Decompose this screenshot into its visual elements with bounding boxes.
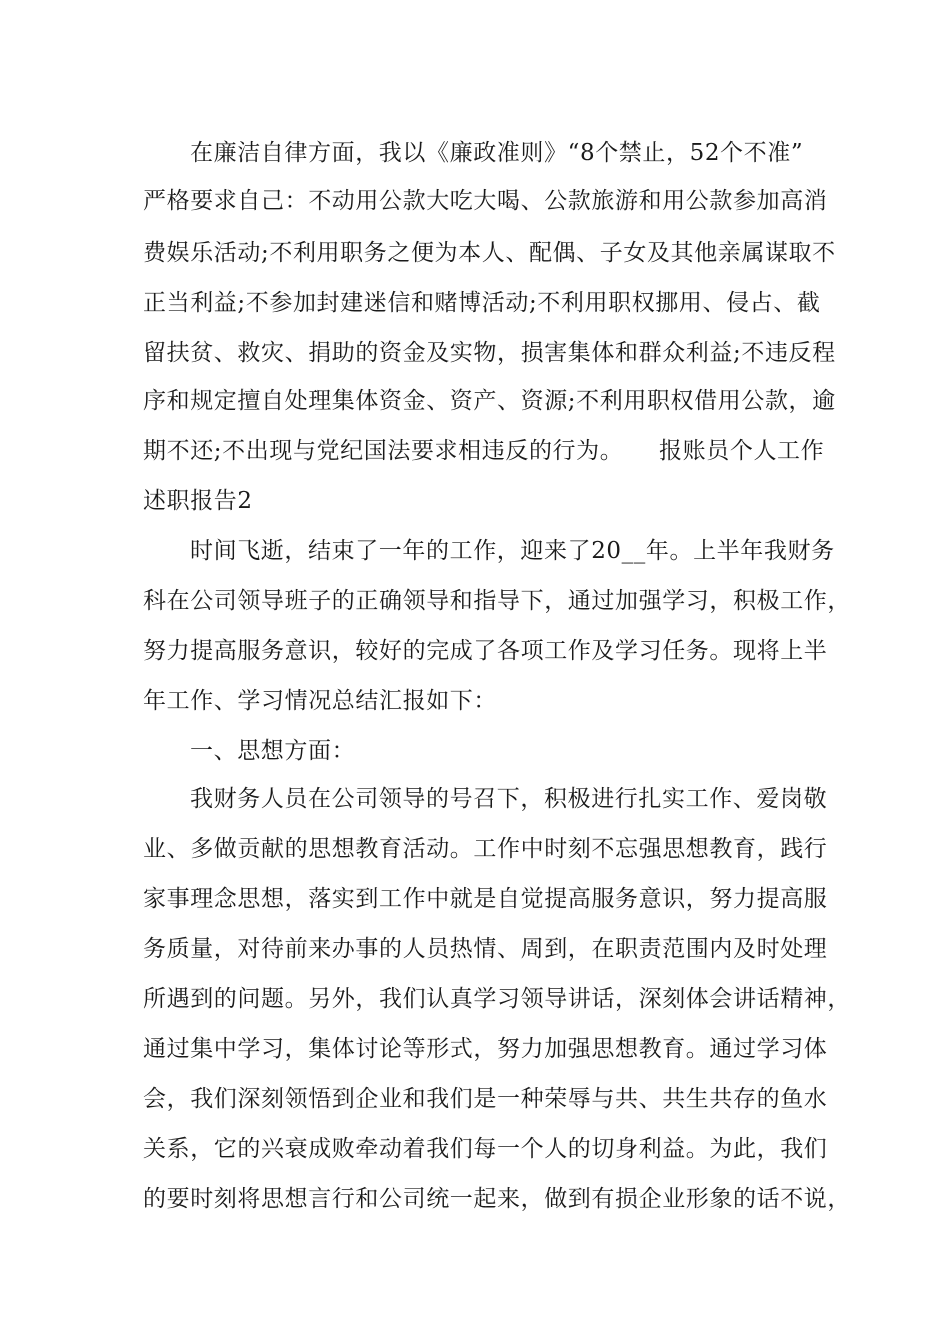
text-line: 时间飞逝，结束了一年的工作，迎来了20__年。上半年我财务 bbox=[190, 538, 835, 564]
text-line: 严格要求自己：不动用公款大吃大喝、公款旅游和用公款参加高消 bbox=[143, 188, 828, 214]
text-line: 关系，它的兴衰成败牵动着我们每一个人的切身利益。为此，我们 bbox=[143, 1136, 828, 1162]
text-line: 会，我们深刻领悟到企业和我们是一种荣辱与共、共生共存的鱼水 bbox=[143, 1086, 828, 1112]
text-line: 留扶贫、救灾、捐助的资金及实物，损害集体和群众利益;不违反程 bbox=[143, 340, 836, 366]
text-line: 家事理念思想，落实到工作中就是自觉提高服务意识，努力提高服 bbox=[143, 886, 828, 912]
text-line: 务质量，对待前来办事的人员热情、周到，在职责范围内及时处理 bbox=[143, 936, 828, 962]
text-line: 努力提高服务意识，较好的完成了各项工作及学习任务。现将上半 bbox=[143, 638, 828, 664]
text-line: 费娱乐活动;不利用职务之便为本人、配偶、子女及其他亲属谋取不 bbox=[143, 240, 836, 266]
text-line: 年工作、学习情况总结汇报如下： bbox=[143, 688, 497, 714]
text-line: 的要时刻将思想言行和公司统一起来，做到有损企业形象的话不说， bbox=[143, 1186, 851, 1212]
text-line: 业、多做贡献的思想教育活动。工作中时刻不忘强思想教育，践行 bbox=[143, 836, 828, 862]
section-heading: 一、思想方面： bbox=[190, 738, 356, 764]
text-line: 期不还;不出现与党纪国法要求相违反的行为。 报账员个人工作 bbox=[143, 438, 825, 464]
text-line: 科在公司领导班子的正确领导和指导下，通过加强学习，积极工作， bbox=[143, 588, 851, 614]
text-line: 我财务人员在公司领导的号召下，积极进行扎实工作、爱岗敬 bbox=[190, 786, 828, 812]
text-line: 通过集中学习，集体讨论等形式，努力加强思想教育。通过学习体 bbox=[143, 1036, 828, 1062]
text-line: 所遇到的问题。另外，我们认真学习领导讲话，深刻体会讲话精神， bbox=[143, 986, 851, 1012]
text-line: 序和规定擅自处理集体资金、资产、资源;不利用职权借用公款，逾 bbox=[143, 388, 836, 414]
text-line: 在廉洁自律方面，我以《廉政准则》“8个禁止，52个不准” bbox=[190, 140, 804, 166]
text-line: 正当利益;不参加封建迷信和赌博活动;不利用职权挪用、侵占、截 bbox=[143, 290, 821, 316]
text-line: 述职报告2 bbox=[143, 488, 253, 514]
